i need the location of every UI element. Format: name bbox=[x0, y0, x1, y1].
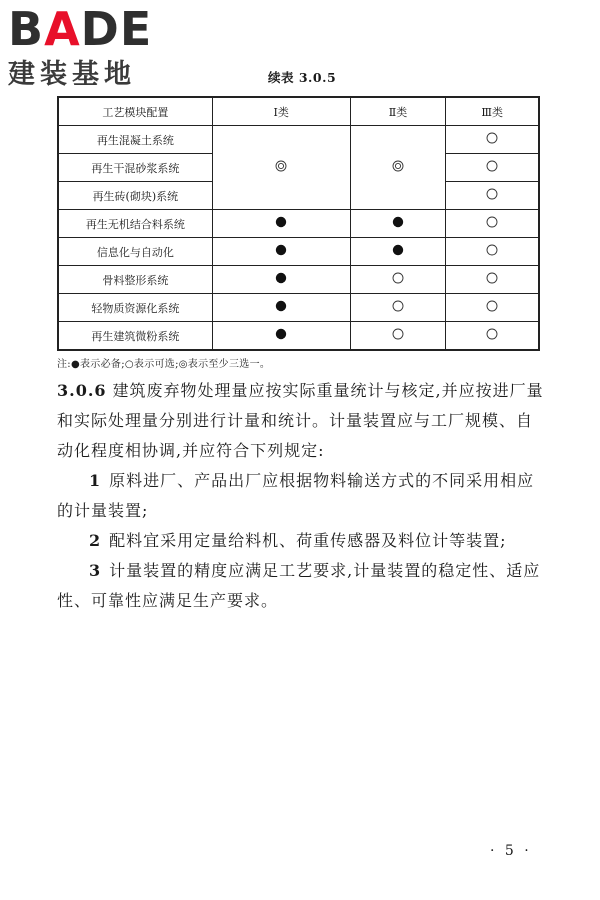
cell-class-2 bbox=[350, 266, 446, 294]
cell-class-3 bbox=[446, 238, 539, 266]
item-number: 1 bbox=[89, 471, 102, 490]
list-item bbox=[57, 466, 547, 526]
cell-class-3 bbox=[446, 154, 539, 182]
filled-circle-icon bbox=[275, 300, 287, 315]
item-number: 3 bbox=[89, 561, 102, 580]
filled-circle-icon bbox=[275, 244, 287, 259]
header-class-3: Ⅲ类 bbox=[446, 97, 539, 126]
open-circle-icon bbox=[486, 188, 498, 203]
item-text: 原料进厂、产品出厂应根据物料输送方式的不同采用相应的计量装置; bbox=[57, 471, 535, 520]
table-row bbox=[58, 322, 539, 351]
cell-class-3 bbox=[446, 322, 539, 351]
table-note: 注:●表示必备;○表示可选;◎表示至少三选一。 bbox=[57, 359, 271, 370]
open-circle-icon bbox=[486, 216, 498, 231]
open-circle-icon bbox=[392, 272, 404, 287]
cell-class-1 bbox=[212, 210, 350, 238]
cell-class-2 bbox=[350, 210, 446, 238]
open-circle-icon bbox=[486, 244, 498, 259]
logo-chinese: 建装基地 bbox=[8, 59, 136, 90]
header-class-2: Ⅱ类 bbox=[350, 97, 446, 126]
cell-class-3 bbox=[446, 210, 539, 238]
clause-text: 建筑废弃物处理量应按实际重量统计与核定,并应按进厂量和实际处理量分别进行计量和统计。计量装置应与工厂规模、自动化程度相协调,并应符合下列规定: bbox=[57, 381, 544, 460]
clause-paragraph bbox=[57, 376, 547, 466]
filled-circle-icon bbox=[275, 328, 287, 343]
table-row bbox=[58, 294, 539, 322]
table-caption: 续表 3.0.5 bbox=[268, 70, 337, 85]
page-number: · 5 · bbox=[490, 843, 532, 859]
watermark-logo bbox=[8, 4, 178, 92]
open-circle-icon bbox=[486, 160, 498, 175]
table-header-row bbox=[58, 97, 539, 126]
cell-class-2 bbox=[350, 322, 446, 351]
row-name: 轻物质资源化系统 bbox=[58, 294, 212, 322]
filled-circle-icon bbox=[275, 216, 287, 231]
open-circle-icon bbox=[392, 328, 404, 343]
cell-class-1 bbox=[212, 322, 350, 351]
clause-3-0-6 bbox=[57, 376, 547, 616]
item-text: 配料宜采用定量给料机、荷重传感器及料位计等装置; bbox=[109, 531, 507, 550]
row-name: 再生无机结合料系统 bbox=[58, 210, 212, 238]
row-name: 再生砖(砌块)系统 bbox=[58, 182, 212, 210]
row-name: 再生混凝土系统 bbox=[58, 126, 212, 154]
cell-class-2 bbox=[350, 294, 446, 322]
list-item bbox=[57, 526, 547, 556]
open-circle-icon bbox=[392, 300, 404, 315]
table-row bbox=[58, 210, 539, 238]
row-name: 再生干混砂浆系统 bbox=[58, 154, 212, 182]
double-circle-icon bbox=[392, 160, 404, 175]
item-number: 2 bbox=[89, 531, 102, 550]
header-module: 工艺模块配置 bbox=[58, 97, 212, 126]
cell-class-3 bbox=[446, 182, 539, 210]
row-name: 骨料整形系统 bbox=[58, 266, 212, 294]
cell-class-1 bbox=[212, 238, 350, 266]
cell-class-1-merged bbox=[212, 126, 350, 210]
header-class-1: Ⅰ类 bbox=[212, 97, 350, 126]
row-name: 再生建筑微粉系统 bbox=[58, 322, 212, 351]
cell-class-2-merged bbox=[350, 126, 446, 210]
cell-class-1 bbox=[212, 266, 350, 294]
filled-circle-icon bbox=[392, 244, 404, 259]
cell-class-3 bbox=[446, 294, 539, 322]
clause-number: 3.0.6 bbox=[57, 381, 107, 400]
cell-class-1 bbox=[212, 294, 350, 322]
open-circle-icon bbox=[486, 132, 498, 147]
logo-latin: BADE bbox=[8, 2, 153, 56]
table-row bbox=[58, 238, 539, 266]
open-circle-icon bbox=[486, 300, 498, 315]
module-config-table bbox=[57, 96, 540, 351]
open-circle-icon bbox=[486, 328, 498, 343]
table-row bbox=[58, 266, 539, 294]
cell-class-3 bbox=[446, 126, 539, 154]
list-item bbox=[57, 556, 547, 616]
cell-class-3 bbox=[446, 266, 539, 294]
filled-circle-icon bbox=[392, 216, 404, 231]
item-text: 计量装置的精度应满足工艺要求,计量装置的稳定性、适应性、可靠性应满足生产要求。 bbox=[57, 561, 541, 610]
table-row bbox=[58, 126, 539, 154]
filled-circle-icon bbox=[275, 272, 287, 287]
open-circle-icon bbox=[486, 272, 498, 287]
double-circle-icon bbox=[275, 160, 287, 175]
row-name: 信息化与自动化 bbox=[58, 238, 212, 266]
cell-class-2 bbox=[350, 238, 446, 266]
